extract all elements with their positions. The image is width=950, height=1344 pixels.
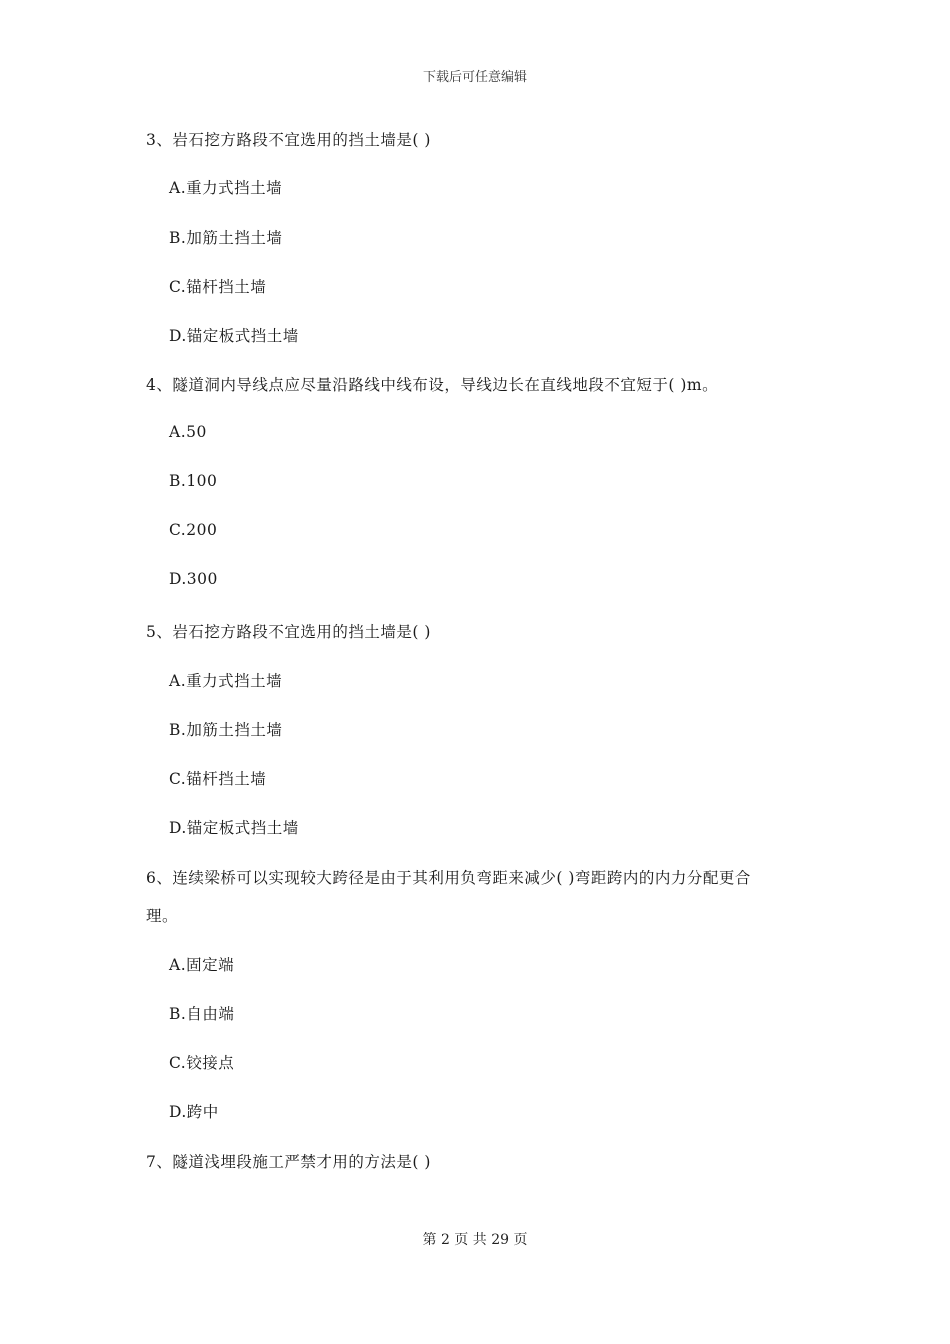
question-5-option-d: D.锚定板式挡土墙 [169,819,299,837]
page-header: 下载后可任意编辑 [422,70,527,85]
question-6-option-a: A.固定端 [169,956,235,974]
question-6-option-b: B.自由端 [169,1005,235,1023]
page-footer: 第 2 页 共 29 页 [422,1232,528,1248]
question-5-option-b: B.加筋土挡土墙 [169,721,283,739]
question-3-text: 3、岩石挖方路段不宜选用的挡土墙是( ) [146,131,431,149]
question-3-option-a: A.重力式挡土墙 [169,179,283,197]
question-4-text: 4、隧道洞内导线点应尽量沿路线中线布设，导线边长在直线地段不宜短于( )m。 [146,376,719,394]
question-7-text: 7、隧道浅埋段施工严禁才用的方法是( ) [146,1153,431,1171]
question-6-option-c: C.铰接点 [169,1054,235,1072]
question-5-option-a: A.重力式挡土墙 [169,672,283,690]
question-6-text: 6、连续梁桥可以实现较大跨径是由于其利用负弯距来减少( )弯距跨内的内力分配更合 [146,869,751,887]
question-6-option-d: D.跨中 [169,1103,219,1121]
question-4-option-d: D.300 [169,570,218,588]
question-5-option-c: C.锚杆挡土墙 [169,770,267,788]
question-3-option-c: C.锚杆挡土墙 [169,278,267,296]
question-3-option-d: D.锚定板式挡土墙 [169,327,299,345]
question-5-text: 5、岩石挖方路段不宜选用的挡土墙是( ) [146,623,431,641]
question-3-option-b: B.加筋土挡土墙 [169,229,283,247]
question-6-text-continued: 理。 [146,907,179,925]
question-4-option-b: B.100 [169,472,218,490]
question-4-option-a: A.50 [169,423,207,441]
question-4-option-c: C.200 [169,521,218,539]
